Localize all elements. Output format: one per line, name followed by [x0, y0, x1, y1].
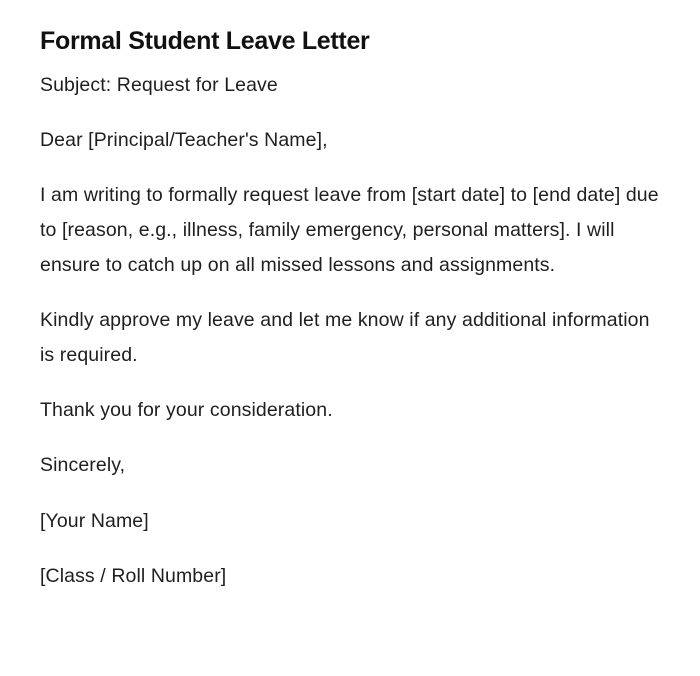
letter-document — [40, 0, 660, 594]
letter-body-paragraph: Kindly approve my leave and let me know if any additional information is required. — [40, 309, 650, 366]
letter-title: Formal Student Leave Letter — [40, 27, 370, 55]
signature-name: [Your Name] — [40, 510, 149, 532]
letter-body-paragraph: I am writing to formally request leave from [start date] to [end date] due to [reason, e.g., illness, family emergency, personal matters]. I will ensure to catch up on all missed lessons and assignments. — [40, 184, 659, 276]
letter-salutation: Dear [Principal/Teacher's Name], — [40, 129, 328, 151]
letter-subject: Subject: Request for Leave — [40, 74, 278, 96]
letter-closing: Sincerely, — [40, 454, 126, 476]
signature-class-roll: [Class / Roll Number] — [40, 565, 227, 587]
letter-thanks: Thank you for your consideration. — [40, 399, 333, 421]
